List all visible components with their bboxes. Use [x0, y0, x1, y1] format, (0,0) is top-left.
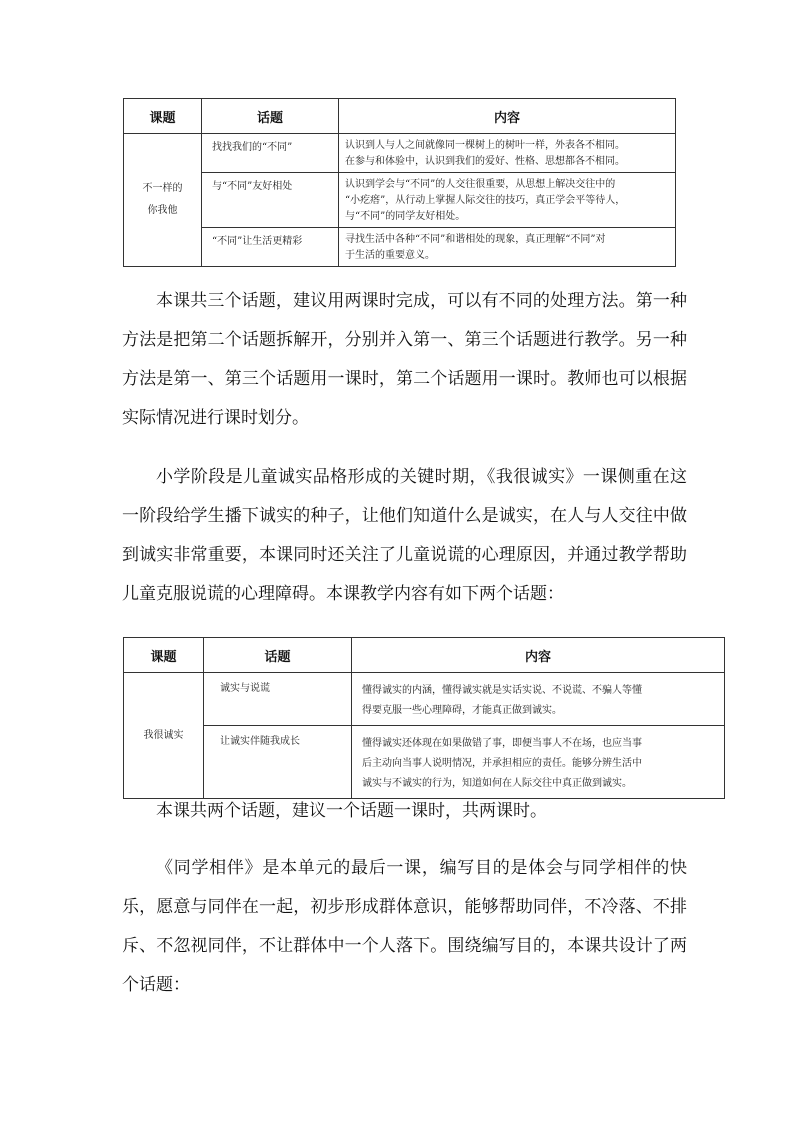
table-row	[124, 673, 725, 726]
table-row	[124, 173, 676, 228]
content-line: 后主动向当事人说明情况，并承担相应的责任。能够分辨生活中	[362, 758, 642, 769]
content-cell	[352, 673, 725, 726]
content-line: 认识到学会与“不同”的人交往很重要，从思想上解决交往中的	[345, 179, 616, 190]
table-row	[124, 726, 725, 799]
course-name-line: 你我他	[147, 205, 178, 216]
content-cell	[339, 228, 676, 267]
topic-cell: 找找我们的“不同”	[202, 134, 339, 173]
content-line: 寻找生活中各种“不同”和谐相处的现象，真正理解“不同”对	[345, 234, 606, 245]
topic-cell: 与“不同”友好相处	[202, 173, 339, 228]
course-name-cell: 我很诚实	[124, 673, 204, 799]
content-cell	[352, 726, 725, 799]
course-name-cell	[124, 134, 202, 267]
header-topic: 话题	[202, 99, 339, 134]
topic-cell: “不同”让生活更精彩	[202, 228, 339, 267]
paragraph	[122, 282, 687, 438]
header-course: 课题	[124, 638, 204, 673]
paragraph	[122, 792, 687, 831]
content-line: 与“不同”的同学友好相处。	[345, 211, 466, 222]
paragraph	[122, 458, 687, 614]
paragraph-text: 小学阶段是儿童诚实品格形成的关键时期，《我很诚实》一课侧重在这一阶段给学生播下诚实的种子，让他们知道什么是诚实，在人与人交往中做到诚实非常重要，本课同时还关注了儿童说谎的心理原因，并通过教学帮助儿童克服说谎的心理障碍。本课教学内容有如下两个话题：	[122, 467, 687, 604]
content-line: “小疙瘩”，从行动上掌握人际交往的技巧，真正学会平等待人，	[345, 195, 626, 206]
paragraph-text: 本课共三个话题，建议用两课时完成，可以有不同的处理方法。第一种方法是把第二个话题拆解开，分别并入第一、第三个话题进行教学。另一种方法是第一、第三个话题用一课时，第二个话题用一课时。教师也可以根据实际情况进行课时划分。	[122, 291, 687, 428]
content-line: 诚实与不诚实的行为，知道如何在人际交往中真正做到诚实。	[362, 778, 632, 789]
table-header-row	[124, 99, 676, 134]
topic-cell: 让诚实伴随我成长	[204, 726, 352, 799]
header-content: 内容	[352, 638, 725, 673]
paragraph-text: 《同学相伴》是本单元的最后一课，编写目的是体会与同学相伴的快乐，愿意与同伴在一起，初步形成群体意识，能够帮助同伴，不冷落、不排斥、不忽视同伴，不让群体中一个人落下。围绕编写目的，本课共设计了两个话题：	[122, 858, 687, 995]
content-line: 于生活的重要意义。	[345, 250, 435, 261]
lesson-table-1	[123, 98, 676, 267]
header-content: 内容	[339, 99, 676, 134]
content-cell	[339, 134, 676, 173]
table-row	[124, 228, 676, 267]
content-line: 懂得诚实还体现在如果做错了事，即便当事人不在场，也应当事	[362, 738, 642, 749]
content-line: 得要克服一些心理障碍，才能真正做到诚实。	[362, 705, 562, 716]
header-course: 课题	[124, 99, 202, 134]
table-row	[124, 134, 676, 173]
content-line: 懂得诚实的内涵，懂得诚实就是实话实说、不说谎、不骗人等懂	[362, 685, 642, 696]
lesson-table-2	[123, 637, 725, 799]
content-line: 认识到人与人之间就像同一棵树上的树叶一样，外表各不相同。	[345, 140, 625, 151]
table-header-row	[124, 638, 725, 673]
course-name-line: 不一样的	[142, 183, 183, 194]
topic-cell: 诚实与说谎	[204, 673, 352, 726]
content-cell	[339, 173, 676, 228]
paragraph-text: 本课共两个话题，建议一个话题一课时，共两课时。	[156, 801, 547, 821]
paragraph	[122, 849, 687, 1005]
content-line: 在参与和体验中，认识到我们的爱好、性格、思想都各不相同。	[345, 156, 625, 167]
header-topic: 话题	[204, 638, 352, 673]
